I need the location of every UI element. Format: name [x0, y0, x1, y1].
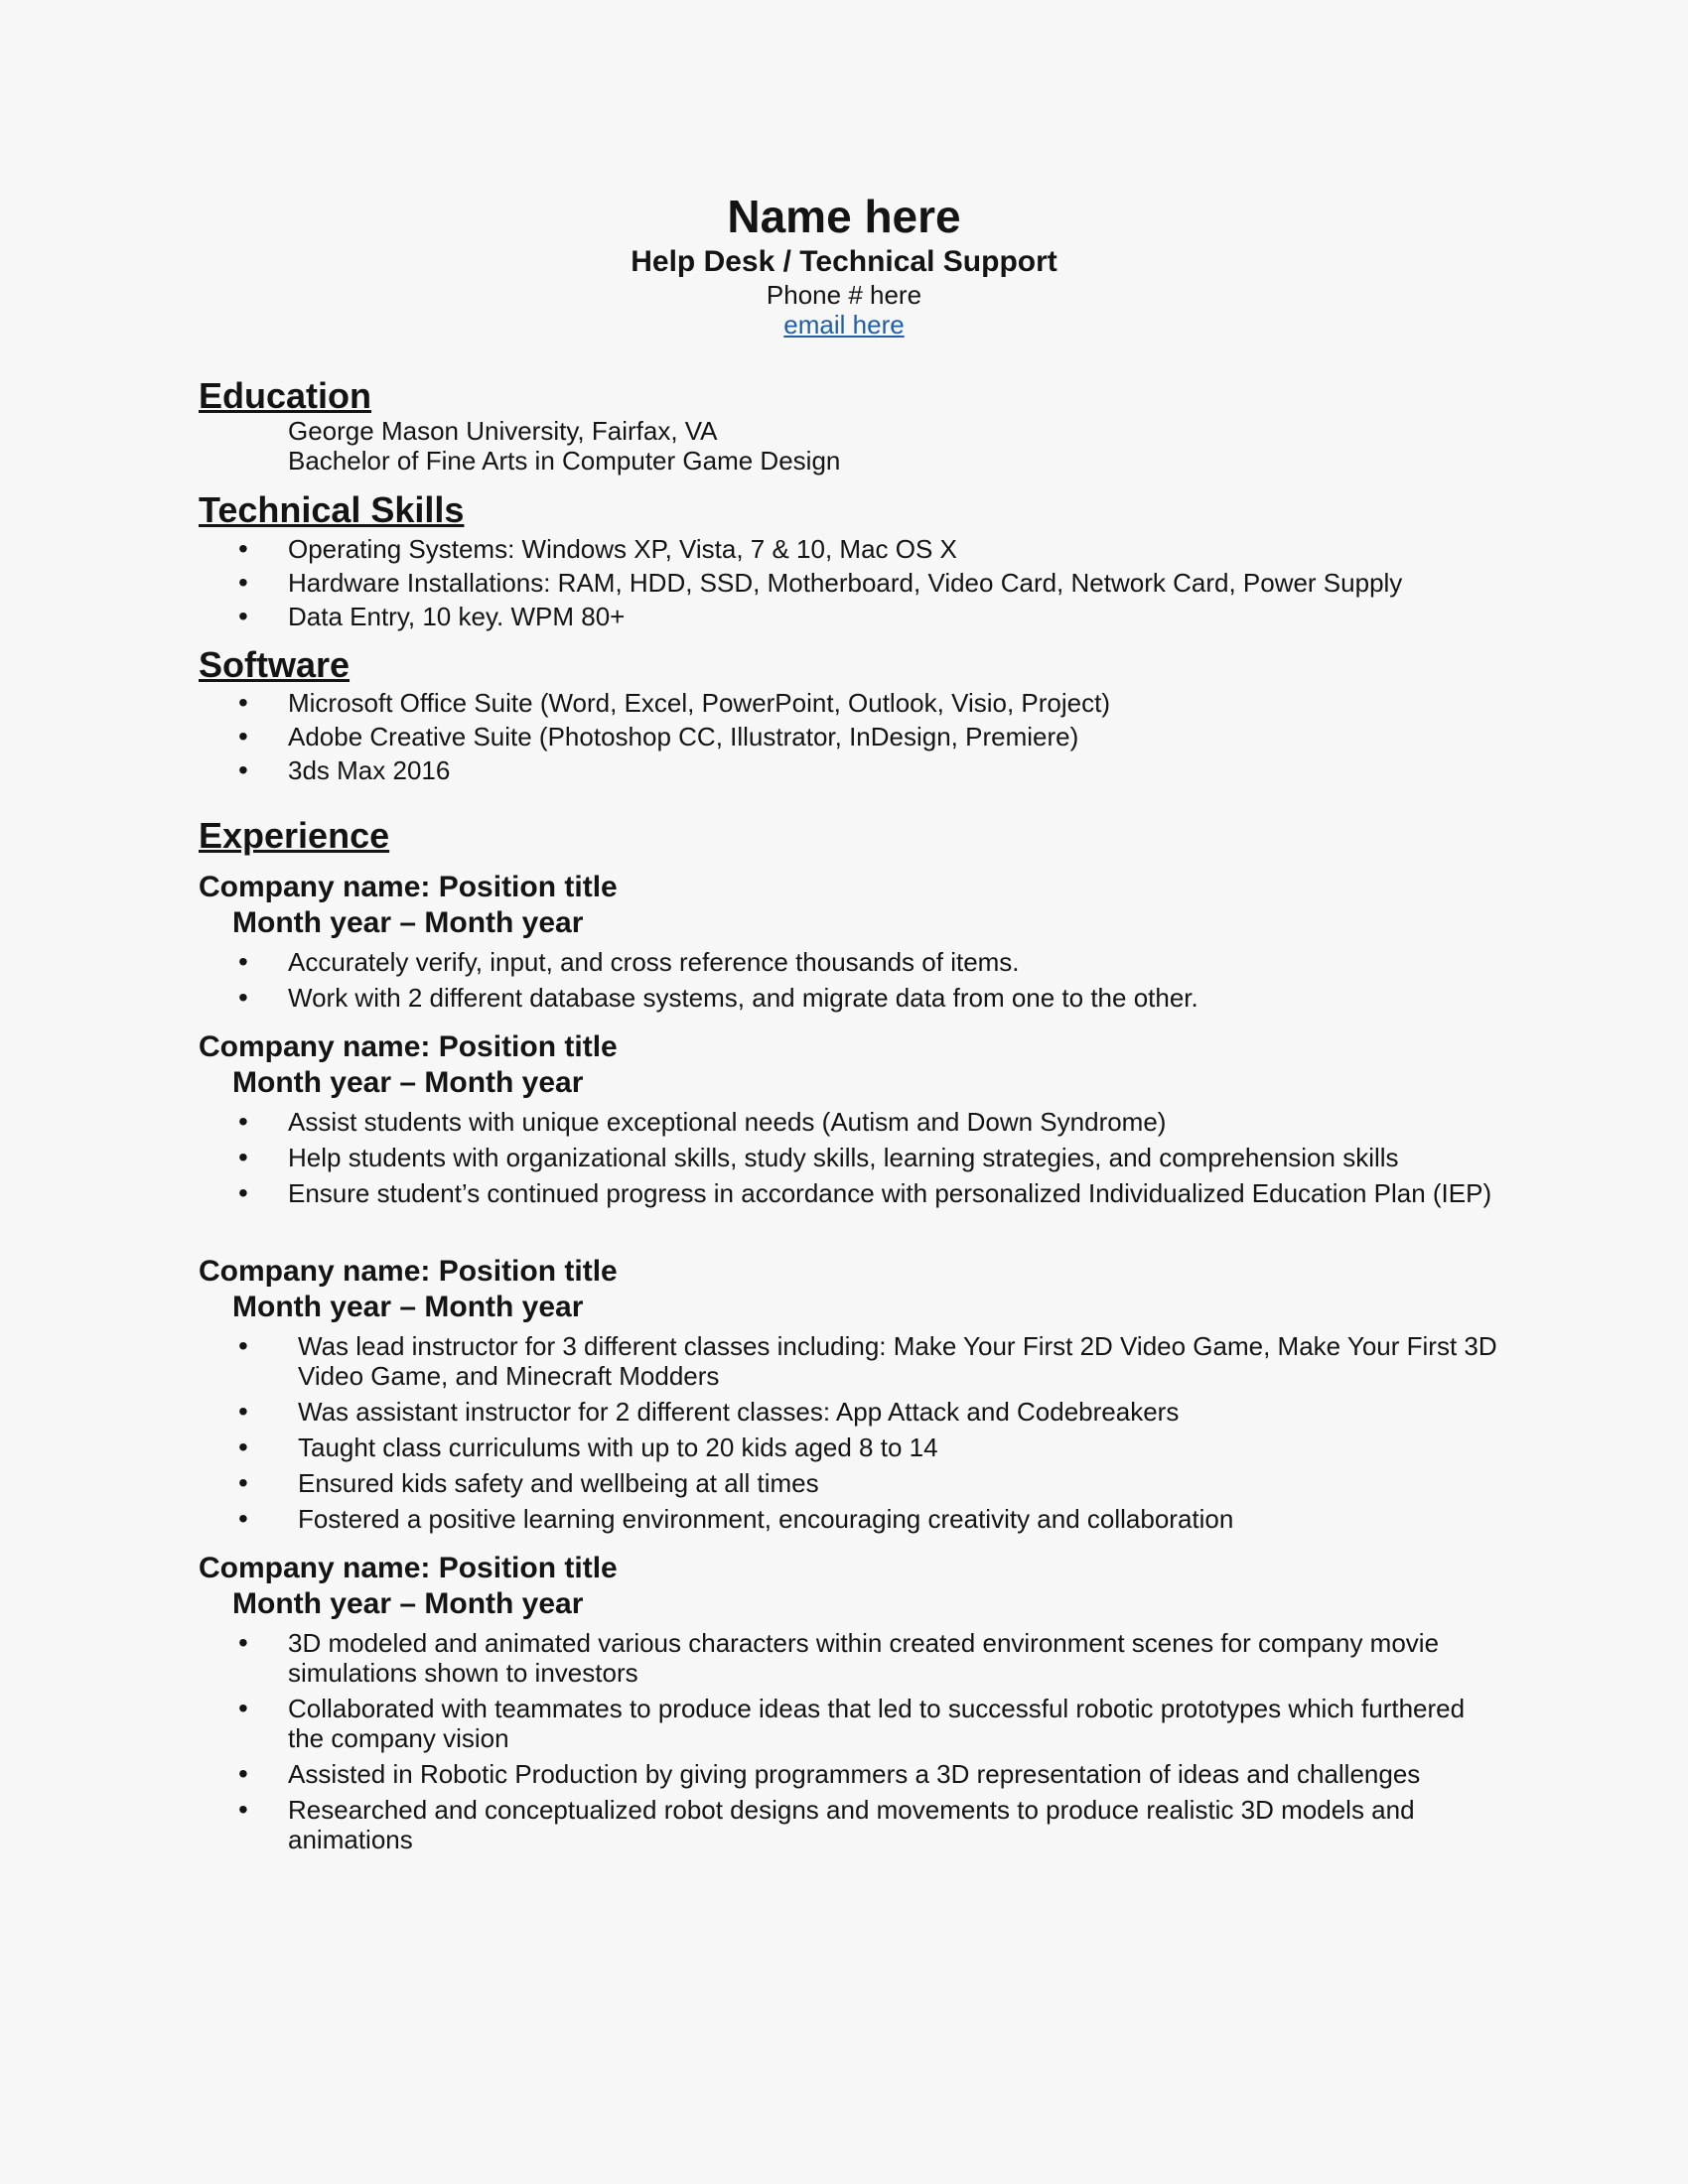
list-item: • Adobe Creative Suite (Photoshop CC, Illustrator, InDesign, Premiere) [234, 722, 1505, 751]
section-heading-technical-skills: Technical Skills [199, 489, 465, 530]
software-list [234, 688, 1505, 789]
target-position: Help Desk / Technical Support [631, 245, 1057, 278]
section-heading-software: Software [199, 644, 351, 685]
job-dates: Month year – Month year [232, 1291, 584, 1323]
list-item: • Operating Systems: Windows XP, Vista, 7 & 10, Mac OS X [234, 534, 1505, 564]
job-responsibilities [234, 1331, 1505, 1540]
resume-header [0, 189, 1688, 340]
list-item: • Data Entry, 10 key. WPM 80+ [234, 602, 1505, 631]
list-item: • Assist students with unique exceptional needs (Autism and Down Syndrome) [234, 1107, 1505, 1137]
candidate-name: Name here [727, 191, 961, 242]
list-item: • Was assistant instructor for 2 different classes: App Attack and Codebreakers [234, 1397, 1505, 1427]
list-item: • 3ds Max 2016 [234, 755, 1505, 785]
list-item: • Fostered a positive learning environment, encouraging creativity and collaboration [234, 1504, 1505, 1534]
list-item: • Collaborated with teammates to produce ideas that led to successful robotic prototypes which furthered the company vision [234, 1694, 1505, 1753]
job-dates: Month year – Month year [232, 1066, 584, 1099]
section-heading-experience: Experience [199, 815, 390, 856]
list-item: • Accurately verify, input, and cross reference thousands of items. [234, 947, 1505, 977]
list-item: • Ensured kids safety and wellbeing at all times [234, 1468, 1505, 1498]
section-heading-education: Education [199, 375, 372, 416]
list-item: • Work with 2 different database systems, and migrate data from one to the other. [234, 983, 1505, 1013]
job-company-title: Company name: Position title [199, 1552, 618, 1584]
list-item: • Researched and conceptualized robot designs and movements to produce realistic 3D models and animations [234, 1795, 1505, 1854]
list-item: • Taught class curriculums with up to 20 kids aged 8 to 14 [234, 1433, 1505, 1462]
job-dates: Month year – Month year [232, 906, 584, 939]
list-item: • 3D modeled and animated various characters within created environment scenes for company movie simulations shown to investors [234, 1628, 1505, 1688]
job-responsibilities [234, 947, 1505, 1019]
list-item: • Help students with organizational skills, study skills, learning strategies, and comprehension skills [234, 1143, 1505, 1172]
email-link[interactable]: email here [783, 310, 905, 340]
technical-skills-list [234, 534, 1505, 635]
job-company-title: Company name: Position title [199, 1255, 618, 1288]
list-item: • Microsoft Office Suite (Word, Excel, PowerPoint, Outlook, Visio, Project) [234, 688, 1505, 718]
list-item: • Hardware Installations: RAM, HDD, SSD, Motherboard, Video Card, Network Card, Power Supply [234, 568, 1505, 598]
job-responsibilities [234, 1107, 1505, 1214]
list-item: • Assisted in Robotic Production by giving programmers a 3D representation of ideas and challenges [234, 1759, 1505, 1789]
job-company-title: Company name: Position title [199, 1030, 618, 1063]
job-company-title: Company name: Position title [199, 871, 618, 903]
list-item: • Ensure student’s continued progress in accordance with personalized Individualized Education Plan (IEP) [234, 1178, 1505, 1208]
education-school: George Mason University, Fairfax, VA [288, 416, 718, 446]
job-responsibilities [234, 1628, 1505, 1860]
list-item: • Was lead instructor for 3 different classes including: Make Your First 2D Video Game, Make Your First 3D Video Game, and Minecraft Modders [234, 1331, 1505, 1391]
education-degree: Bachelor of Fine Arts in Computer Game Design [288, 446, 841, 476]
phone-number: Phone # here [766, 280, 922, 310]
job-dates: Month year – Month year [232, 1587, 584, 1620]
